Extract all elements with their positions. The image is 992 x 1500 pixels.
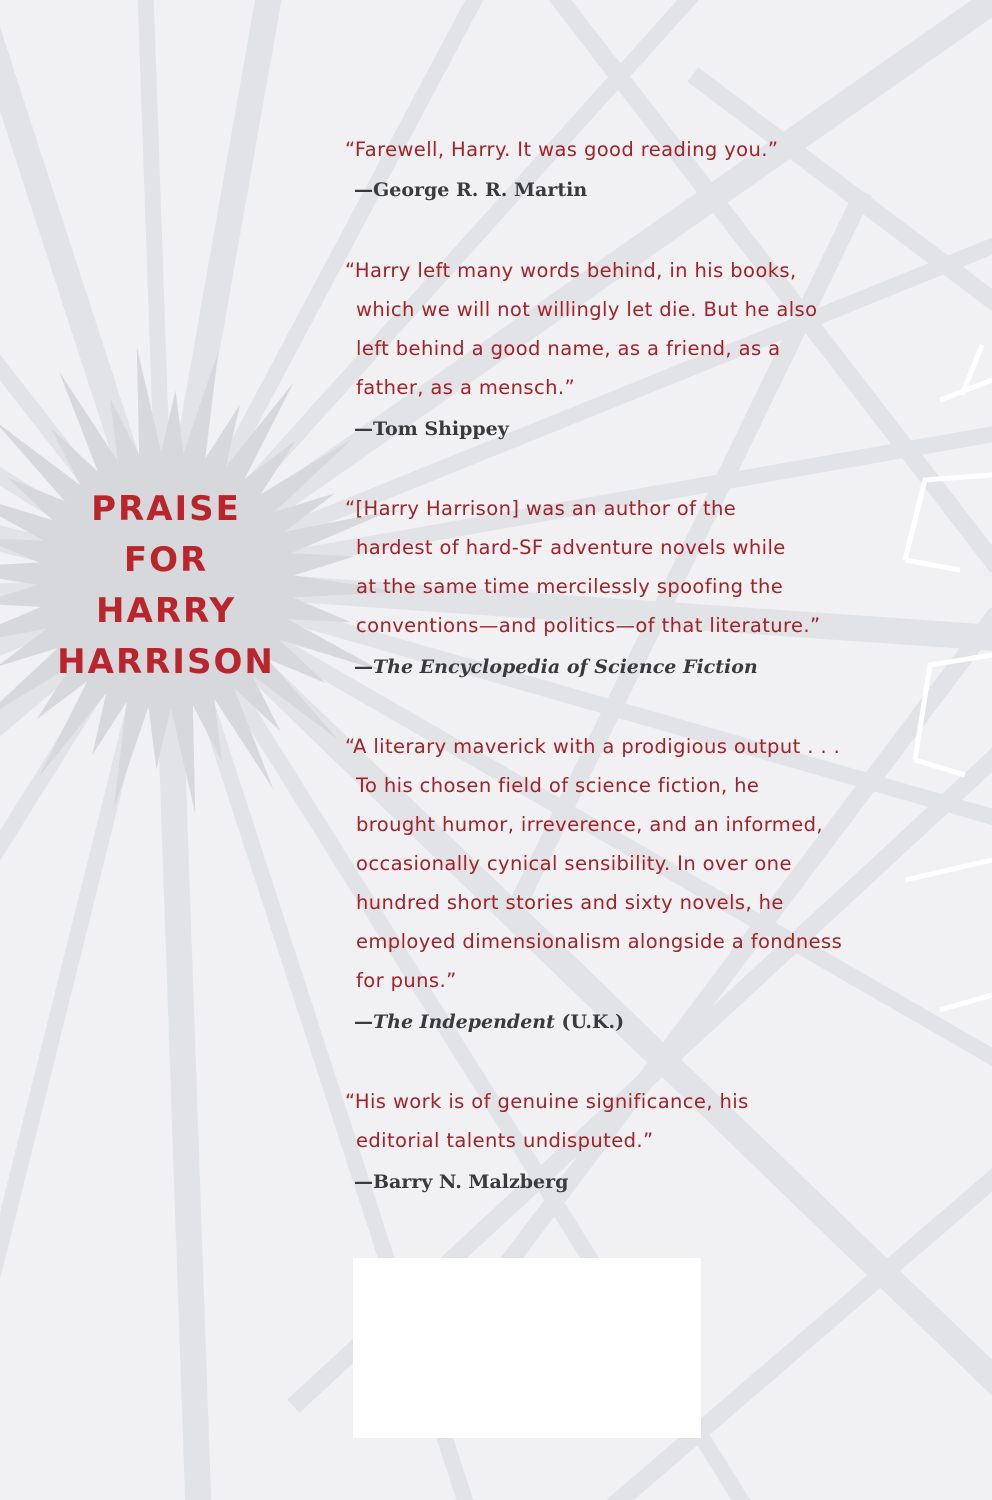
quote-line: “His work is of genuine significance, his (345, 1090, 749, 1113)
quote-independent (345, 727, 925, 1000)
quote-line: To his chosen field of science fiction, he (356, 774, 760, 797)
heading-line-praise: PRAISE (91, 489, 241, 529)
heading-line-harrison: HARRISON (57, 642, 275, 682)
quote-line: father, as a mensch.” (356, 376, 575, 399)
attribution-source-title: The Encyclopedia of Science Fiction (373, 656, 758, 678)
quote-malzberg (345, 1082, 925, 1160)
quote-line: conventions—and politics—of that literature.” (356, 614, 821, 637)
attribution-independent (354, 1008, 624, 1036)
quote-line: at the same time mercilessly spoofing the (356, 575, 784, 598)
praise-heading (30, 484, 302, 688)
quote-line: employed dimensionalism alongside a fondness (356, 930, 843, 953)
quote-line: brought humor, irreverence, and an informed, (356, 813, 823, 836)
quote-line: hardest of hard-SF adventure novels while (356, 536, 786, 559)
quote-encyclopedia (345, 489, 925, 645)
attribution-source-title: The Independent (373, 1011, 555, 1033)
attribution-suffix: (U.K.) (554, 1011, 625, 1033)
quote-shippey (345, 251, 925, 407)
quote-line: “A literary maverick with a prodigious output . . . (345, 735, 841, 758)
heading-line-harry: HARRY (96, 591, 236, 631)
quote-line: left behind a good name, as a friend, as a (356, 337, 781, 360)
attribution-encyclopedia (354, 653, 758, 681)
quote-martin (345, 130, 925, 169)
attribution-malzberg: —Barry N. Malzberg (354, 1171, 569, 1193)
quote-line: hundred short stories and sixty novels, he (356, 891, 784, 914)
quote-line: “Harry left many words behind, in his books, (345, 259, 797, 282)
quote-line: “[Harry Harrison] was an author of the (345, 497, 737, 520)
barcode-placeholder (353, 1258, 701, 1438)
quote-line: which we will not willingly let die. But he also (356, 298, 818, 321)
heading-line-for: FOR (123, 540, 209, 580)
attribution-dash: — (354, 656, 373, 678)
quote-line: for puns.” (356, 969, 457, 992)
quote-line: occasionally cynical sensibility. In over one (356, 852, 792, 875)
attribution-martin: —George R. R. Martin (354, 179, 588, 201)
attribution-dash: — (354, 1011, 373, 1033)
attribution-shippey: —Tom Shippey (354, 418, 509, 440)
quote-line: editorial talents undisputed.” (356, 1129, 654, 1152)
quote-line: “Farewell, Harry. It was good reading you.” (345, 138, 779, 161)
